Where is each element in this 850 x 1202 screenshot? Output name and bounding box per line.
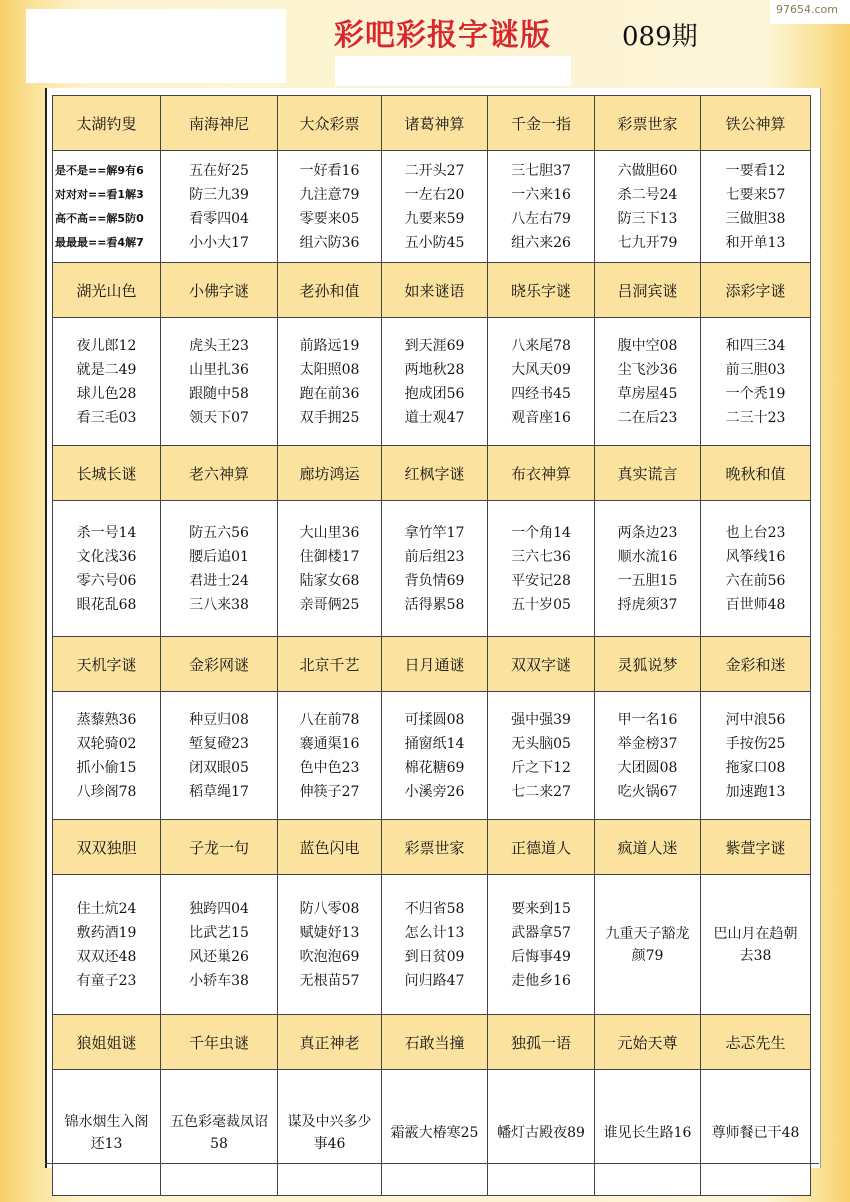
column-header: 疯道人迷 — [595, 820, 701, 875]
riddle-entry: 比武艺15 — [189, 924, 249, 941]
riddle-entry: 霜霰大椿寒25 — [390, 1124, 479, 1141]
header-row — [53, 446, 811, 501]
riddle-entry: 九要来59 — [404, 210, 465, 227]
riddle-entry: 两地秋28 — [404, 361, 465, 378]
riddle-entry: 防八零08 — [299, 900, 360, 917]
riddle-entry: 三六七36 — [511, 548, 571, 565]
data-cell — [53, 692, 161, 820]
riddle-entry: 斤之下12 — [511, 759, 571, 776]
column-header: 老孙和值 — [278, 263, 382, 318]
riddle-entry: 幡灯古殿夜89 — [497, 1124, 585, 1141]
column-header: 真正神老 — [278, 1015, 382, 1070]
riddle-entry: 手按伤25 — [725, 735, 786, 752]
riddle-entry: 陆家女68 — [299, 572, 360, 589]
data-cell — [382, 501, 488, 637]
column-header: 狼姐姐谜 — [53, 1015, 161, 1070]
column-header: 千年虫谜 — [161, 1015, 278, 1070]
column-header: 石敢当撞 — [382, 1015, 488, 1070]
data-cell — [382, 1070, 488, 1196]
data-cell — [701, 692, 811, 820]
riddle-entry: 大山里36 — [299, 524, 360, 541]
riddle-entry: 色中色23 — [299, 759, 360, 776]
column-header: 双双字谜 — [488, 637, 595, 692]
riddle-entry: 太阳照08 — [299, 361, 360, 378]
riddle-entry: 谁见长生路16 — [603, 1124, 692, 1141]
data-cell — [53, 501, 161, 637]
riddle-entry: 风筝线16 — [725, 548, 786, 565]
data-cell — [701, 875, 811, 1015]
riddle-entry: 尊师餐已干48 — [711, 1124, 800, 1141]
data-row — [53, 318, 811, 446]
data-row — [53, 151, 811, 263]
data-cell — [595, 318, 701, 446]
column-header: 添彩字谜 — [701, 263, 811, 318]
riddle-entry: 走他乡16 — [511, 972, 571, 989]
riddle-entry: 举金榜37 — [617, 735, 678, 752]
data-cell — [53, 318, 161, 446]
riddle-entry: 大团圆08 — [617, 759, 678, 776]
riddle-entry: 前路远19 — [299, 337, 360, 354]
data-cell — [488, 1070, 595, 1196]
riddle-entry: 一六来16 — [511, 186, 571, 203]
site-watermark: 97654.com — [776, 3, 838, 16]
riddle-entry: 河中浪56 — [725, 711, 786, 728]
header-row — [53, 263, 811, 318]
column-header: 天机字谜 — [53, 637, 161, 692]
data-cell — [382, 875, 488, 1015]
riddle-entry: 七二来27 — [511, 783, 571, 800]
riddle-entry: 山里扎36 — [189, 361, 249, 378]
riddle-entry: 吹泡泡69 — [299, 948, 360, 965]
riddle-entry: 观音座16 — [511, 409, 571, 426]
riddle-entry: 风还巢26 — [189, 948, 249, 965]
riddle-entry: 无根苗57 — [299, 972, 360, 989]
column-header: 元始天尊 — [595, 1015, 701, 1070]
column-header: 独孤一语 — [488, 1015, 595, 1070]
data-cell — [161, 151, 278, 263]
riddle-entry: 球儿色28 — [76, 385, 137, 402]
riddle-entry: 拖家口08 — [725, 759, 786, 776]
riddle-entry: 小溪旁26 — [404, 783, 465, 800]
riddle-entry: 防五六56 — [189, 524, 249, 541]
column-header: 彩票世家 — [382, 820, 488, 875]
riddle-entry: 一左右20 — [404, 186, 465, 203]
riddle-entry: 一要看12 — [725, 162, 786, 179]
data-cell — [488, 692, 595, 820]
riddle-entry: 组六防36 — [299, 234, 360, 251]
column-header: 布衣神算 — [488, 446, 595, 501]
riddle-entry: 杀二号24 — [617, 186, 678, 203]
riddle-entry: 要来到15 — [511, 900, 571, 917]
riddle-entry: 闭双眼05 — [189, 759, 249, 776]
riddle-entry: 独跨四04 — [189, 900, 249, 917]
riddle-entry: 八在前78 — [299, 711, 360, 728]
column-header: 紫萱字谜 — [701, 820, 811, 875]
riddle-entry: 二三十23 — [725, 409, 786, 426]
riddle-entry: 活得累58 — [404, 596, 465, 613]
page-title: 彩吧彩报字谜版 — [334, 18, 551, 53]
riddle-entry: 巴山月在趋朝去38 — [713, 925, 798, 964]
column-header: 晓乐字谜 — [488, 263, 595, 318]
data-cell — [488, 875, 595, 1015]
column-header: 湖光山色 — [53, 263, 161, 318]
riddle-entry: 零六号06 — [76, 572, 137, 589]
riddle-entry: 看零四04 — [189, 210, 249, 227]
riddle-entry: 组六来26 — [511, 234, 571, 251]
riddle-entry: 谋及中兴多少事46 — [287, 1113, 372, 1152]
riddle-entry: 和四三34 — [725, 337, 786, 354]
riddle-entry: 八来尾78 — [511, 337, 571, 354]
data-cell — [278, 151, 382, 263]
riddle-entry: 锦水烟生入阁还13 — [64, 1113, 149, 1152]
header-row — [53, 820, 811, 875]
riddle-entry: 一好看16 — [299, 162, 360, 179]
data-cell — [701, 151, 811, 263]
column-header: 小佛字谜 — [161, 263, 278, 318]
riddle-entry: 道士观47 — [404, 409, 465, 426]
riddle-entry: 赋婕妤13 — [299, 924, 360, 941]
riddle-entry: 敷药酒19 — [76, 924, 137, 941]
header-row — [53, 1015, 811, 1070]
column-header: 正德道人 — [488, 820, 595, 875]
riddle-entry: 后悔事49 — [511, 948, 571, 965]
riddle-entry: 防三九39 — [189, 186, 249, 203]
data-cell — [701, 318, 811, 446]
data-cell — [278, 501, 382, 637]
data-row — [53, 875, 811, 1015]
data-cell — [53, 1070, 161, 1196]
column-header: 晚秋和值 — [701, 446, 811, 501]
riddle-entry: 五在好25 — [189, 162, 249, 179]
riddle-entry: 背负情69 — [404, 572, 465, 589]
riddle-entry: 小小大17 — [189, 234, 249, 251]
riddle-entry: 对对对==看1解3 — [55, 187, 144, 201]
riddle-entry: 是不是==解9有6 — [55, 163, 144, 177]
riddle-entry: 无头脑05 — [511, 735, 571, 752]
riddle-entry: 也上台23 — [725, 524, 786, 541]
riddle-entry: 八珍阁78 — [76, 783, 137, 800]
riddle-entry: 跑在前36 — [299, 385, 360, 402]
riddle-entry: 平安记28 — [511, 572, 571, 589]
riddle-entry: 八左右79 — [511, 210, 571, 227]
riddle-entry: 腹中空08 — [617, 337, 678, 354]
column-header: 真实谎言 — [595, 446, 701, 501]
column-header: 如来谜语 — [382, 263, 488, 318]
data-cell — [161, 1070, 278, 1196]
riddle-entry: 甲一名16 — [617, 711, 678, 728]
riddle-entry: 褰通渠16 — [299, 735, 360, 752]
data-cell — [701, 501, 811, 637]
riddle-entry: 最最最==看4解7 — [55, 235, 144, 249]
riddle-entry: 有童子23 — [76, 972, 137, 989]
data-cell — [488, 151, 595, 263]
column-header: 日月通谜 — [382, 637, 488, 692]
column-header: 忐忑先生 — [701, 1015, 811, 1070]
column-header: 蓝色闪电 — [278, 820, 382, 875]
riddle-entry: 高不高==解5防0 — [55, 211, 144, 225]
riddle-entry: 六做胆60 — [617, 162, 678, 179]
riddle-entry: 到日贫09 — [404, 948, 465, 965]
data-cell — [595, 151, 701, 263]
blank-banner-center — [335, 56, 571, 86]
data-cell — [382, 692, 488, 820]
data-cell — [278, 1070, 382, 1196]
data-cell — [161, 692, 278, 820]
riddle-entry: 伸筷子27 — [299, 783, 360, 800]
riddle-entry: 蒸藜熟36 — [76, 711, 137, 728]
riddle-entry: 二开头27 — [404, 162, 465, 179]
riddle-entry: 抱成团56 — [404, 385, 465, 402]
riddle-entry: 住土炕24 — [76, 900, 137, 917]
riddle-entry: 尘飞沙36 — [617, 361, 678, 378]
data-cell — [701, 1070, 811, 1196]
column-header: 诸葛神算 — [382, 96, 488, 151]
data-cell — [595, 692, 701, 820]
riddle-entry: 双手拥25 — [299, 409, 360, 426]
riddle-entry: 四经书45 — [511, 385, 571, 402]
riddle-entry: 就是二49 — [76, 361, 137, 378]
column-header: 南海神尼 — [161, 96, 278, 151]
riddle-entry: 棉花糖69 — [404, 759, 465, 776]
riddle-entry: 五小防45 — [404, 234, 465, 251]
riddle-entry: 三做胆38 — [725, 210, 786, 227]
riddle-entry: 住御楼17 — [299, 548, 360, 565]
riddle-entry: 二在后23 — [617, 409, 678, 426]
riddle-entry: 六在前56 — [725, 572, 786, 589]
riddle-entry: 领天下07 — [189, 409, 249, 426]
riddle-entry: 防三下13 — [617, 210, 678, 227]
riddle-entry: 怎么计13 — [404, 924, 465, 941]
riddle-entry: 一个角14 — [511, 524, 571, 541]
riddle-entry: 前三胆03 — [725, 361, 786, 378]
column-header: 金彩和迷 — [701, 637, 811, 692]
column-header: 子龙一句 — [161, 820, 278, 875]
column-header: 灵狐说梦 — [595, 637, 701, 692]
riddle-entry: 九重天子豁龙颜79 — [605, 925, 690, 964]
column-header: 长城长谜 — [53, 446, 161, 501]
riddle-entry: 三七胆37 — [511, 162, 571, 179]
blank-banner-left — [26, 9, 286, 83]
column-header: 铁公神算 — [701, 96, 811, 151]
riddle-entry: 双轮骑02 — [76, 735, 137, 752]
issue-number: 089期 — [622, 22, 698, 52]
riddle-entry: 亲哥俩25 — [299, 596, 360, 613]
riddle-entry: 两条边23 — [617, 524, 678, 541]
riddle-entry: 五十岁05 — [511, 596, 571, 613]
data-cell — [595, 501, 701, 637]
riddle-entry: 捋虎须37 — [617, 596, 678, 613]
header-row — [53, 637, 811, 692]
riddle-entry: 种豆归08 — [189, 711, 249, 728]
riddle-entry: 武器拿57 — [511, 924, 571, 941]
data-row — [53, 692, 811, 820]
column-header: 老六神算 — [161, 446, 278, 501]
riddle-entry: 堑复磴23 — [189, 735, 249, 752]
riddle-entry: 拿竹竿17 — [404, 524, 465, 541]
column-header: 金彩网谜 — [161, 637, 278, 692]
riddle-entry: 君进士24 — [189, 572, 249, 589]
column-header: 太湖钓叟 — [53, 96, 161, 151]
data-cell — [595, 875, 701, 1015]
data-cell — [278, 875, 382, 1015]
column-header: 双双独胆 — [53, 820, 161, 875]
column-header: 大众彩票 — [278, 96, 382, 151]
data-cell — [161, 318, 278, 446]
data-cell — [382, 151, 488, 263]
riddle-entry: 小轿车38 — [189, 972, 249, 989]
riddle-entry: 五色彩毫裁凤诏58 — [170, 1113, 268, 1152]
riddle-entry: 一五胆15 — [617, 572, 678, 589]
riddle-entry: 到天涯69 — [404, 337, 465, 354]
data-cell — [382, 318, 488, 446]
column-header: 北京千艺 — [278, 637, 382, 692]
riddle-entry: 零要来05 — [299, 210, 360, 227]
riddle-entry: 草房屋45 — [617, 385, 678, 402]
riddle-entry: 可揉圆08 — [404, 711, 465, 728]
riddle-entry: 双双还48 — [76, 948, 137, 965]
riddle-entry: 问归路47 — [404, 972, 465, 989]
column-header: 彩票世家 — [595, 96, 701, 151]
riddle-entry: 强中强39 — [511, 711, 571, 728]
riddle-entry: 大风天09 — [511, 361, 571, 378]
riddle-entry: 百世师48 — [725, 596, 786, 613]
riddle-entry: 不归省58 — [404, 900, 465, 917]
riddle-entry: 看三毛03 — [76, 409, 137, 426]
data-cell — [278, 692, 382, 820]
riddle-entry: 一个秃19 — [725, 385, 786, 402]
column-header: 吕洞宾谜 — [595, 263, 701, 318]
riddle-entry: 夜儿郎12 — [76, 337, 137, 354]
riddle-entry: 跟随中58 — [189, 385, 249, 402]
riddle-entry: 腰后追01 — [189, 548, 249, 565]
riddle-entry: 七九开79 — [617, 234, 678, 251]
data-row — [53, 1070, 811, 1196]
data-cell — [161, 501, 278, 637]
column-header: 红枫字谜 — [382, 446, 488, 501]
riddle-table — [52, 95, 811, 1196]
data-row — [53, 501, 811, 637]
riddle-entry: 抓小偷15 — [76, 759, 137, 776]
riddle-entry: 稻草绳17 — [189, 783, 249, 800]
riddle-entry: 七要来57 — [725, 186, 786, 203]
riddle-entry: 加速跑13 — [725, 783, 786, 800]
riddle-entry: 九注意79 — [299, 186, 360, 203]
data-cell — [488, 501, 595, 637]
riddle-entry: 虎头王23 — [189, 337, 249, 354]
data-cell — [53, 875, 161, 1015]
riddle-entry: 捅窗纸14 — [404, 735, 465, 752]
data-cell — [161, 875, 278, 1015]
riddle-entry: 文化浅36 — [76, 548, 137, 565]
data-cell — [595, 1070, 701, 1196]
riddle-entry: 杀一号14 — [76, 524, 137, 541]
data-cell — [278, 318, 382, 446]
column-header: 千金一指 — [488, 96, 595, 151]
riddle-entry: 和开单13 — [725, 234, 786, 251]
data-cell — [53, 151, 161, 263]
column-header: 廊坊鸿运 — [278, 446, 382, 501]
data-cell — [488, 318, 595, 446]
riddle-entry: 吃火锅67 — [617, 783, 678, 800]
riddle-entry: 三八来38 — [189, 596, 249, 613]
bottom-rule — [45, 1163, 819, 1164]
header-row — [53, 96, 811, 151]
riddle-entry: 前后组23 — [404, 548, 465, 565]
riddle-entry: 顺水流16 — [617, 548, 678, 565]
riddle-entry: 眼花乱68 — [76, 596, 137, 613]
